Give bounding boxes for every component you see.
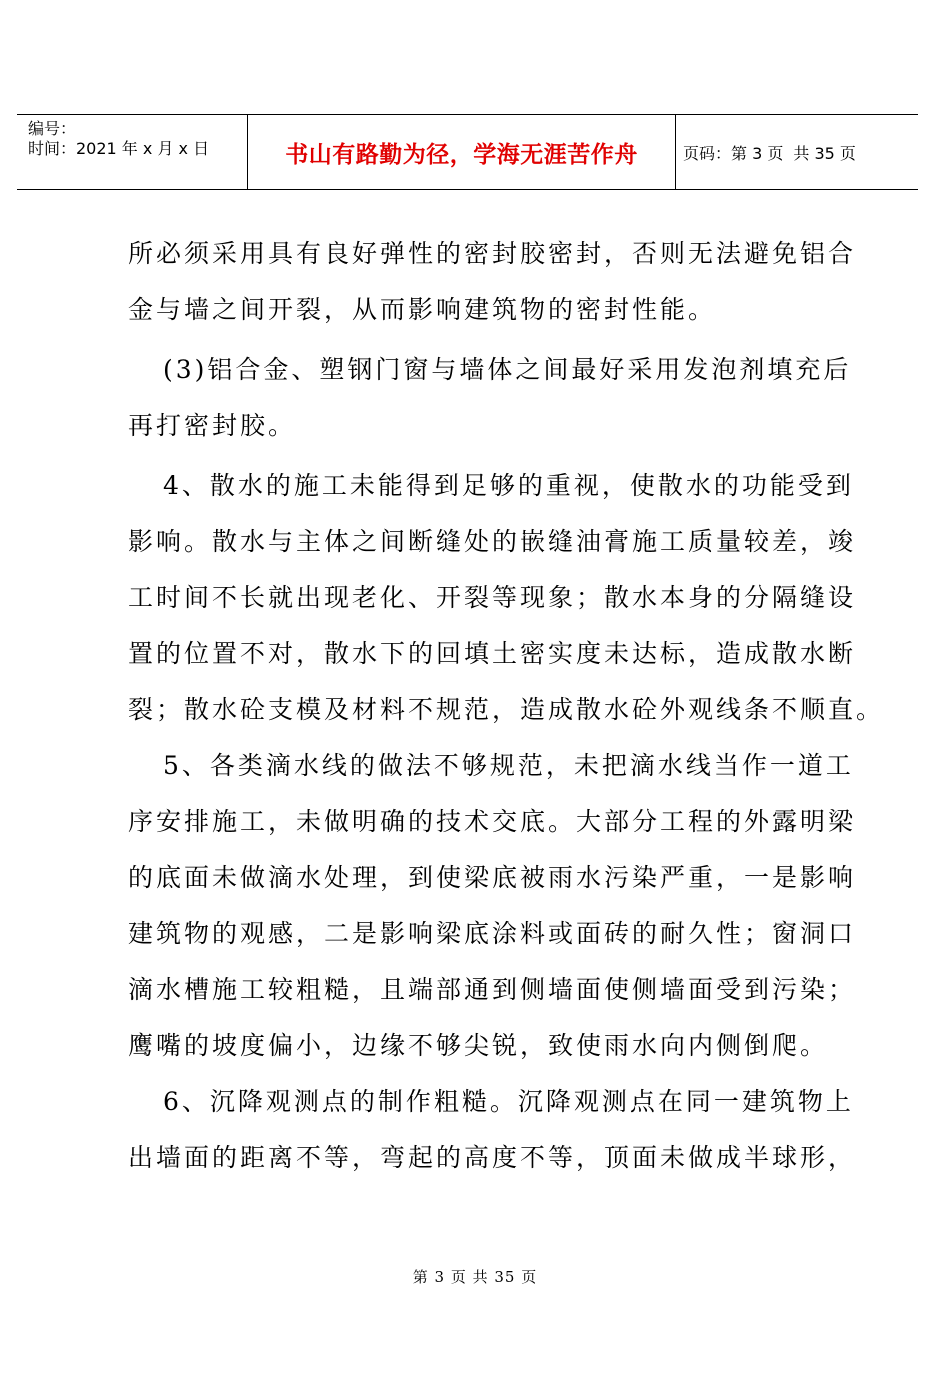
body-line: (3)铝合金、塑钢门窗与墙体之间最好采用发泡剂填充后 bbox=[163, 355, 852, 384]
body-line: 裂；散水砼支模及材料不规范，造成散水砼外观线条不顺直。 bbox=[128, 695, 885, 724]
page-footer: 第 3 页 共 35 页 bbox=[412, 1268, 538, 1286]
body-line: 6、沉降观测点的制作粗糙。沉降观测点在同一建筑物上 bbox=[163, 1087, 854, 1116]
body-line: 置的位置不对，散水下的回填土密实度未达标，造成散水断 bbox=[128, 639, 857, 668]
document-date-label: 时间：2021 年 x 月 x 日 bbox=[28, 139, 210, 158]
body-line: 5、各类滴水线的做法不够规范，未把滴水线当作一道工 bbox=[163, 751, 854, 780]
document-header bbox=[17, 114, 918, 190]
body-line: 再打密封胶。 bbox=[128, 411, 297, 440]
body-line: 鹰嘴的坡度偏小，边缘不够尖锐，致使雨水向内侧倒爬。 bbox=[128, 1031, 829, 1060]
body-line: 所必须采用具有良好弹性的密封胶密封，否则无法避免铝合 bbox=[128, 239, 857, 268]
header-page-number: 页码：第 3 页 bbox=[683, 143, 784, 163]
body-line: 影响。散水与主体之间断缝处的嵌缝油膏施工质量较差，竣 bbox=[128, 527, 857, 556]
header-page-total: 共 35 页 bbox=[793, 143, 856, 163]
body-line: 的底面未做滴水处理，到使梁底被雨水污染严重，一是影响 bbox=[128, 863, 857, 892]
body-line: 滴水槽施工较粗糙，且端部通到侧墙面使侧墙面受到污染； bbox=[128, 975, 857, 1004]
header-meta bbox=[17, 115, 248, 189]
body-line: 工时间不长就出现老化、开裂等现象；散水本身的分隔缝设 bbox=[128, 583, 857, 612]
document-number-label: 编号： bbox=[28, 119, 77, 138]
document-body bbox=[128, 226, 885, 1186]
body-line: 建筑物的观感，二是影响梁底涂料或面砖的耐久性；窗洞口 bbox=[128, 919, 857, 948]
header-page-info bbox=[683, 115, 918, 189]
body-line: 出墙面的距离不等，弯起的高度不等，顶面未做成半球形， bbox=[128, 1143, 857, 1172]
body-line: 序安排施工，未做明确的技术交底。大部分工程的外露明梁 bbox=[128, 807, 857, 836]
body-line: 4、散水的施工未能得到足够的重视，使散水的功能受到 bbox=[163, 471, 854, 500]
header-motto: 书山有路勤为径，学海无涯苦作舟 bbox=[248, 115, 676, 189]
body-line: 金与墙之间开裂，从而影响建筑物的密封性能。 bbox=[128, 295, 717, 324]
